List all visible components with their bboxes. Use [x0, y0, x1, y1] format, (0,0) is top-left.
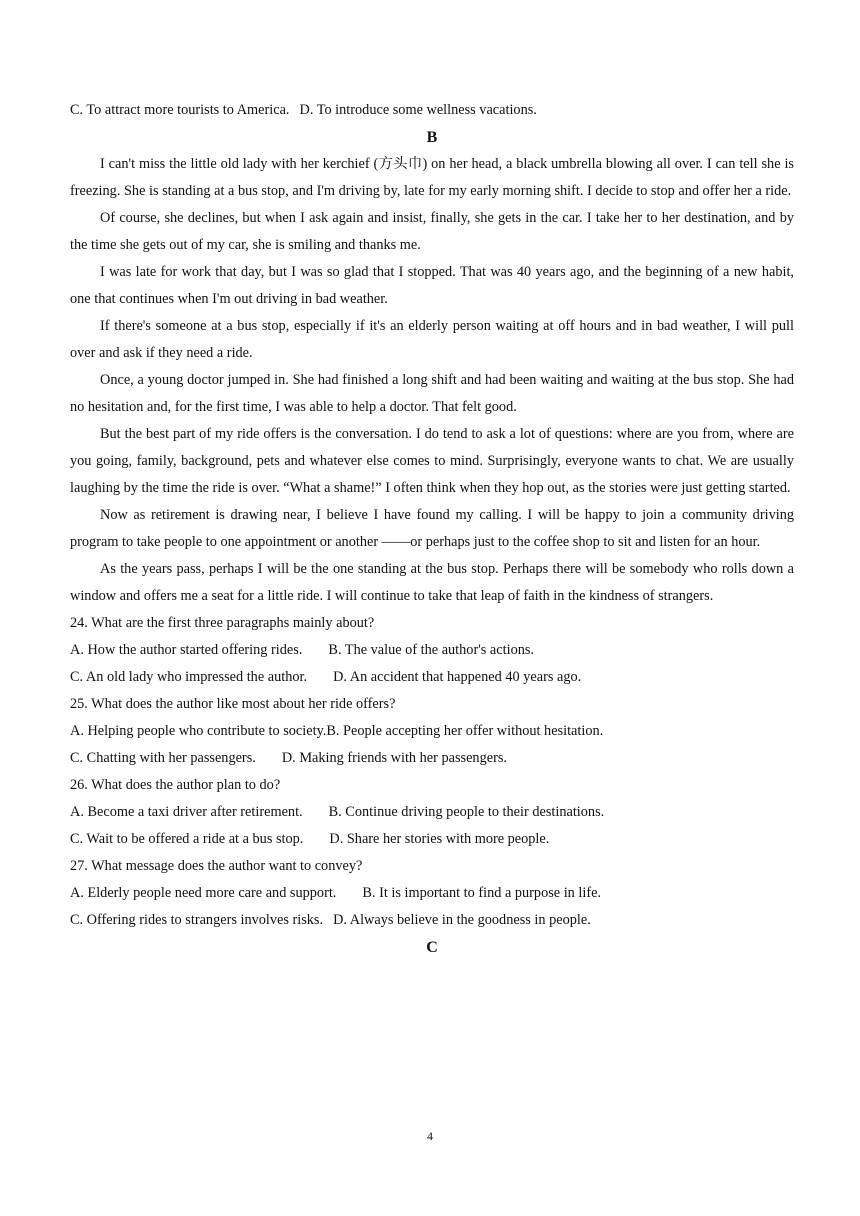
question-27-option-b: B. It is important to find a purpose in life. — [362, 885, 602, 901]
question-25-option-b: B. People accepting her offer without hesitation. — [326, 723, 604, 739]
question-27-options-cd — [70, 907, 794, 934]
passage-paragraph-4: If there's someone at a bus stop, especially if it's an elderly person waiting at off hours and in bad weather, I will pull over and ask if they need a ride. — [70, 318, 794, 361]
section-c-heading: C — [426, 939, 438, 956]
option-d: D. To introduce some wellness vacations. — [299, 102, 537, 118]
question-25-options-cd — [70, 745, 794, 772]
question-27-option-a: A. Elderly people need more care and support. — [70, 885, 337, 901]
passage-paragraph-6: But the best part of my ride offers is the conversation. I do tend to ask a lot of questions: where are you from, where are you going, family, background, pets and whatever else comes to mind. Surprisingly, everyone wants to chat. We are usually laughing by the time the ride is over. “What a shame!” I often think when they hop out, as the stories were just getting started. — [70, 426, 794, 496]
question-27-options-ab — [70, 880, 794, 907]
question-24-options-ab — [70, 637, 794, 664]
passage-paragraph-8: As the years pass, perhaps I will be the one standing at the bus stop. Perhaps there will be somebody who rolls down a window and offers me a seat for a little ride. I will continue to take that leap of faith in the kindness of strangers. — [70, 561, 794, 604]
passage-paragraph-7: Now as retirement is drawing near, I believe I have found my calling. I will be happy to join a community driving program to take people to one appointment or another ——or perhaps just to the coffee shop to sit and listen for an hour. — [70, 507, 794, 550]
question-26-stem: 26. What does the author plan to do? — [70, 777, 281, 793]
question-26-option-a: A. Become a taxi driver after retirement. — [70, 804, 303, 820]
option-c: C. To attract more tourists to America. — [70, 102, 290, 118]
section-b-heading: B — [426, 129, 438, 146]
question-26-options-ab — [70, 799, 794, 826]
passage-paragraph-5: Once, a young doctor jumped in. She had finished a long shift and had been waiting and waiting at the bus stop. She had no hesitation and, for the first time, I was able to help a doctor. That felt good. — [70, 372, 794, 415]
passage-paragraph-2: Of course, she declines, but when I ask again and insist, finally, she gets in the car. I take her to her destination, and by the time she gets out of my car, she is smiling and thanks me. — [70, 210, 794, 253]
question-24-option-d: D. An accident that happened 40 years ago. — [333, 669, 582, 685]
question-25-option-c: C. Chatting with her passengers. — [70, 750, 256, 766]
question-24-stem: 24. What are the first three paragraphs mainly about? — [70, 615, 375, 631]
question-26-option-b: B. Continue driving people to their destinations. — [328, 804, 605, 820]
question-24-options-cd — [70, 664, 794, 691]
question-25-options-ab — [70, 718, 794, 745]
previous-question-options-row — [70, 97, 794, 124]
question-27-option-d: D. Always believe in the goodness in people. — [333, 912, 591, 928]
question-26-options-cd — [70, 826, 794, 853]
question-24-option-a: A. How the author started offering rides. — [70, 642, 303, 658]
page-number: 4 — [427, 1129, 433, 1143]
question-26-option-c: C. Wait to be offered a ride at a bus stop. — [70, 831, 304, 847]
page-content — [70, 97, 794, 961]
question-26-option-d: D. Share her stories with more people. — [329, 831, 550, 847]
passage-paragraph-3: I was late for work that day, but I was so glad that I stopped. That was 40 years ago, and the beginning of a new habit, one that continues when I'm out driving in bad weather. — [70, 264, 794, 307]
question-25-option-a: A. Helping people who contribute to society. — [70, 723, 327, 739]
question-27-option-c: C. Offering rides to strangers involves risks. — [70, 912, 324, 928]
question-25-stem: 25. What does the author like most about her ride offers? — [70, 696, 396, 712]
question-27-stem: 27. What message does the author want to convey? — [70, 858, 363, 874]
passage-paragraph-1: I can't miss the little old lady with her kerchief (方头巾) on her head, a black umbrella blowing all over. I can tell she is freezing. She is standing at a bus stop, and I'm driving by, late for my early morning shift. I decide to stop and offer her a ride. — [70, 156, 794, 199]
question-24-option-b: B. The value of the author's actions. — [328, 642, 535, 658]
question-25-option-d: D. Making friends with her passengers. — [281, 750, 507, 766]
question-24-option-c: C. An old lady who impressed the author. — [70, 669, 308, 685]
